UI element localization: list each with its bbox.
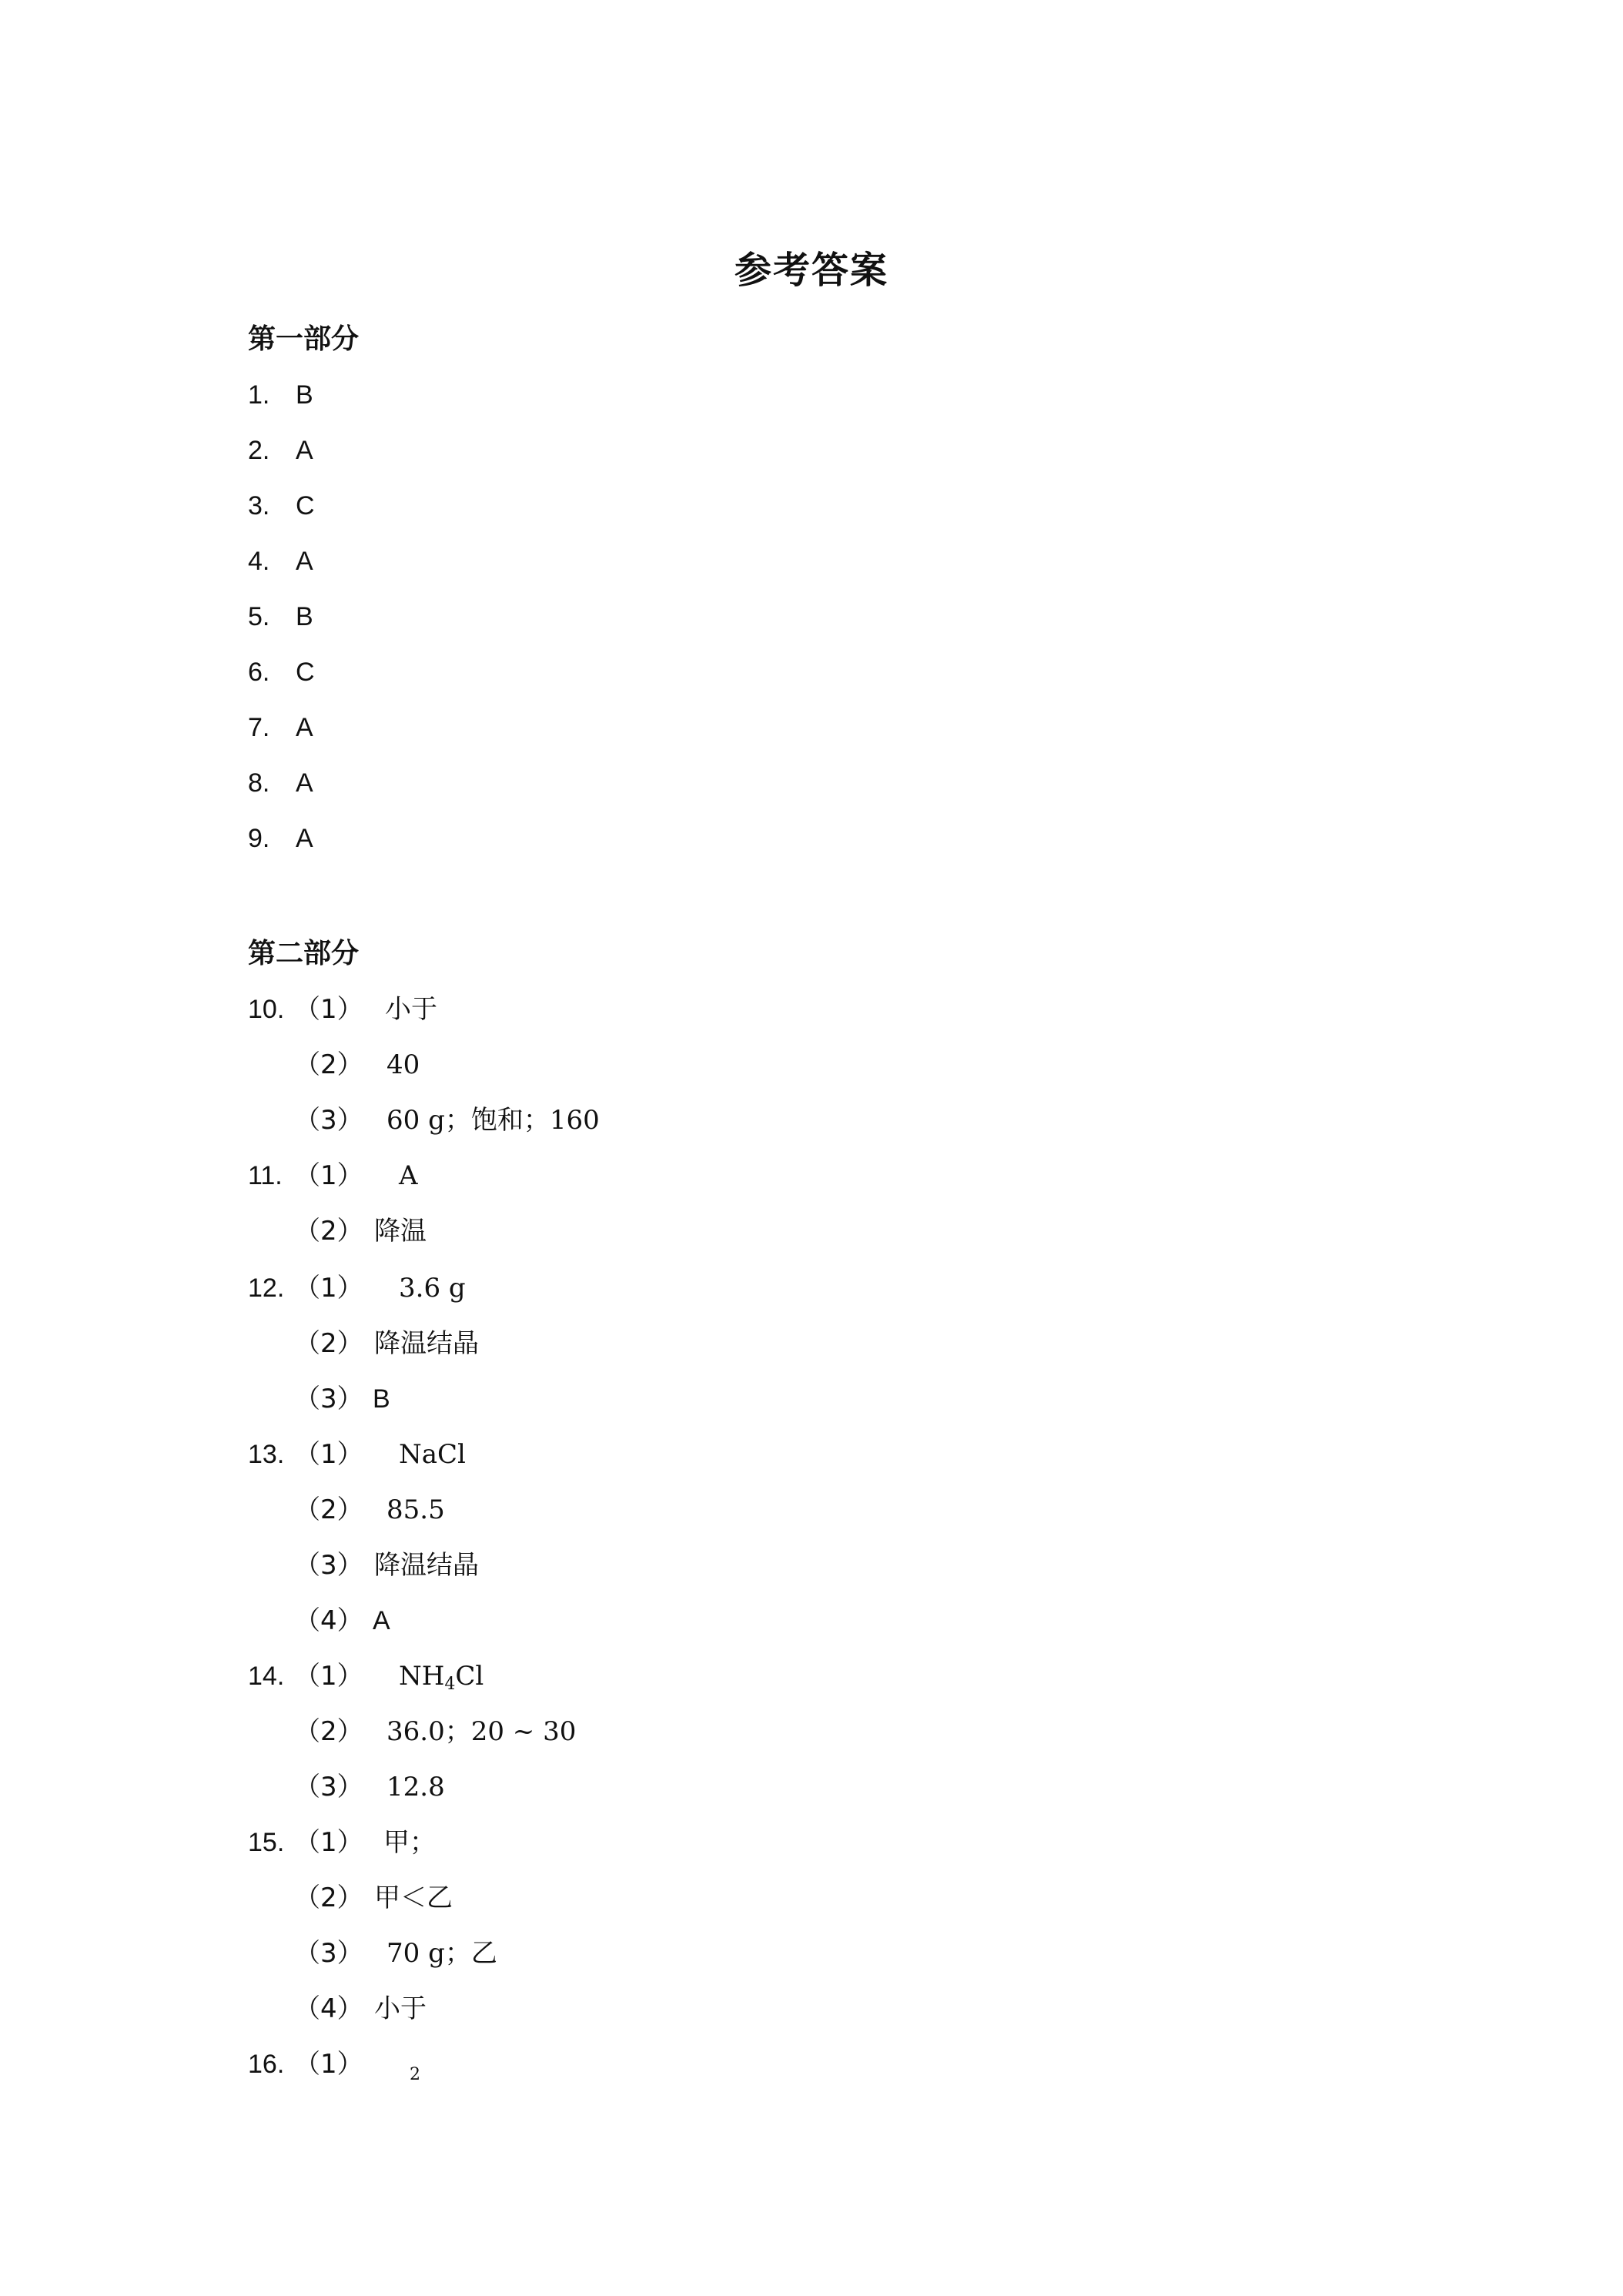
answer-text: B [296, 380, 313, 410]
sub-question-label: （2） [294, 1049, 363, 1080]
question-number: 6. [248, 658, 270, 687]
sub-question-label: （3） [294, 1105, 363, 1136]
question-number: 2. [248, 436, 270, 465]
question-number: 3. [248, 491, 270, 520]
answer-text: 降温 [374, 1216, 427, 1247]
section-heading-part2: 第二部分 [248, 938, 360, 969]
question-number: 5. [248, 602, 270, 631]
sub-question-label: （1） [294, 1273, 363, 1304]
answer-text: NaCl [399, 1439, 466, 1470]
answer-text: A [296, 547, 313, 576]
section-heading-part1: 第一部分 [248, 323, 360, 355]
question-number: 13. [248, 1440, 285, 1469]
sub-question-label: （1） [294, 994, 363, 1025]
sub-question-label: （2） [294, 1328, 363, 1359]
sub-question-label: （1） [294, 2049, 363, 2080]
question-number: 14. [248, 1662, 285, 1691]
answer-text: 12.8 [387, 1772, 445, 1802]
question-number: 9. [248, 824, 270, 853]
sub-question-label: （3） [294, 1550, 363, 1581]
answer-subscript-fragment: 2 [410, 2065, 420, 2084]
answer-text: B [296, 602, 313, 631]
sub-question-label: （3） [294, 1938, 363, 1969]
answer-text: A [373, 1606, 390, 1635]
sub-question-label: （2） [294, 1494, 363, 1525]
sub-question-label: （1） [294, 1827, 363, 1858]
sub-question-label: （4） [294, 1993, 363, 2024]
answer-text: 40 [387, 1049, 420, 1080]
sub-question-label: （1） [294, 1160, 363, 1191]
answer-text: A [296, 713, 313, 742]
answer-text: C [296, 658, 315, 687]
answer-text: 甲； [383, 1827, 436, 1858]
sub-question-label: （2） [294, 1883, 363, 1913]
answer-text: A [399, 1160, 418, 1191]
answer-formula [399, 1657, 484, 1704]
answer-text: 降温结晶 [374, 1550, 479, 1581]
sub-question-label: （2） [294, 1716, 363, 1747]
question-number: 12. [248, 1274, 285, 1303]
answer-text: A [296, 436, 313, 465]
page-title: 参考答案 [734, 249, 888, 292]
question-number: 1. [248, 380, 270, 410]
question-number: 10. [248, 995, 285, 1024]
question-number: 11. [248, 1161, 283, 1190]
sub-question-label: （4） [294, 1605, 363, 1636]
question-number: 15. [248, 1828, 285, 1857]
answer-text: B [373, 1384, 390, 1414]
question-number: 4. [248, 547, 270, 576]
answer-text: 36.0；20 ~ 30 [387, 1716, 577, 1747]
answer-text: 甲＜乙 [374, 1883, 453, 1913]
answer-text: 小于 [374, 1993, 427, 2024]
formula-tail: Cl [455, 1661, 484, 1692]
answer-text: 85.5 [387, 1494, 445, 1525]
sub-question-label: （3） [294, 1772, 363, 1802]
question-number: 16. [248, 2050, 285, 2079]
formula-subscript: 4 [444, 1675, 456, 1694]
question-number: 8. [248, 768, 270, 798]
sub-question-label: （1） [294, 1439, 363, 1470]
answer-text: A [296, 824, 313, 853]
answer-text: 3.6 g [399, 1273, 466, 1304]
sub-question-label: （1） [294, 1661, 363, 1692]
sub-question-label: （3） [294, 1384, 363, 1414]
answer-text: 降温结晶 [374, 1328, 479, 1359]
answer-text: 小于 [385, 994, 437, 1025]
answer-text: 70 g；乙 [387, 1938, 497, 1969]
answer-text: A [296, 768, 313, 798]
sub-question-label: （2） [294, 1216, 363, 1247]
question-number: 7. [248, 713, 270, 742]
answer-text: C [296, 491, 315, 520]
answer-text: 60 g；饱和；160 [387, 1105, 600, 1136]
formula-main: NH [399, 1661, 445, 1692]
